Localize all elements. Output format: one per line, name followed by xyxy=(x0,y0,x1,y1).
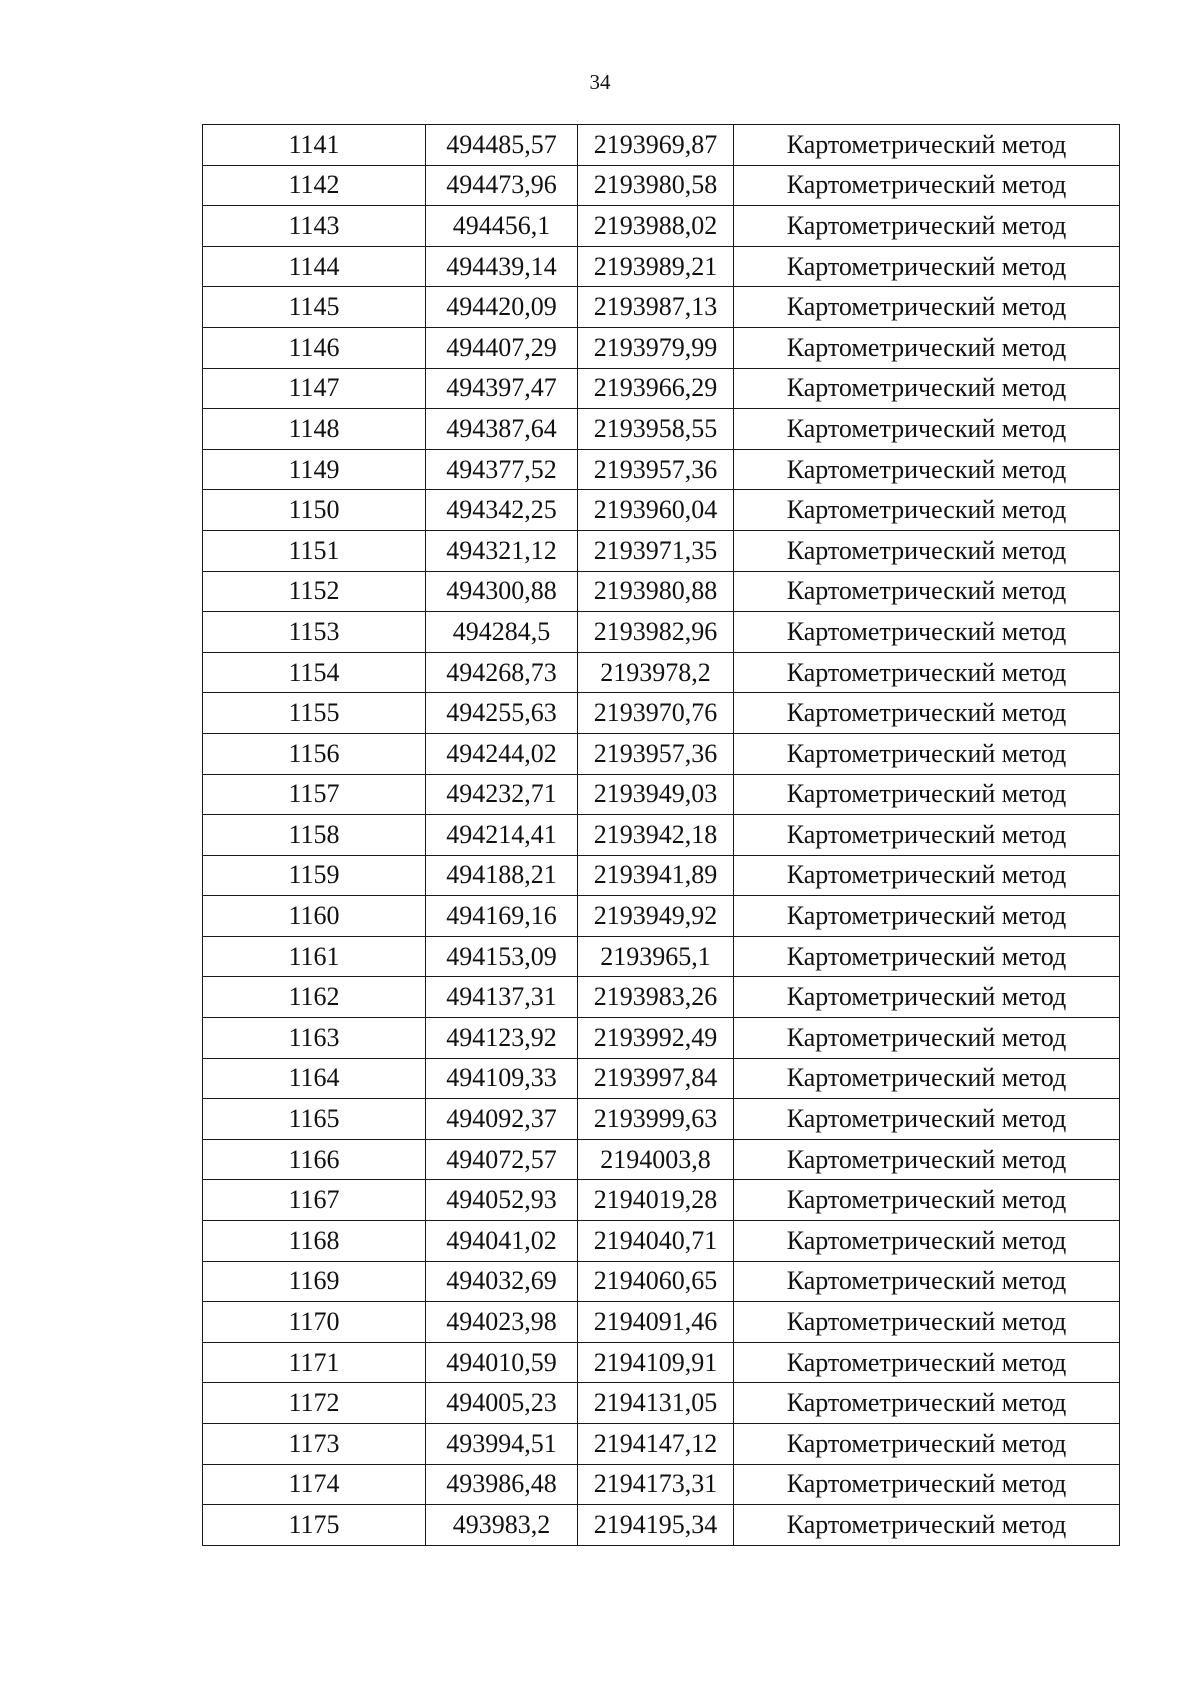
x-coordinate-cell: 494123,92 xyxy=(426,1018,578,1059)
method-cell: Картометрический метод xyxy=(734,1261,1120,1302)
table-row xyxy=(203,1505,1120,1546)
y-coordinate-cell: 2194131,05 xyxy=(578,1383,734,1424)
table-row xyxy=(203,1424,1120,1465)
method-cell: Картометрический метод xyxy=(734,1302,1120,1343)
y-coordinate-cell: 2194003,8 xyxy=(578,1139,734,1180)
table-row xyxy=(203,936,1120,977)
method-cell: Картометрический метод xyxy=(734,1099,1120,1140)
y-coordinate-cell: 2194091,46 xyxy=(578,1302,734,1343)
y-coordinate-cell: 2194195,34 xyxy=(578,1505,734,1546)
method-cell: Картометрический метод xyxy=(734,449,1120,490)
table-row xyxy=(203,977,1120,1018)
table-row xyxy=(203,1018,1120,1059)
method-cell: Картометрический метод xyxy=(734,368,1120,409)
method-cell: Картометрический метод xyxy=(734,287,1120,328)
x-coordinate-cell: 494052,93 xyxy=(426,1180,578,1221)
point-number-cell: 1142 xyxy=(203,165,426,206)
point-number-cell: 1174 xyxy=(203,1464,426,1505)
x-coordinate-cell: 494188,21 xyxy=(426,855,578,896)
method-cell: Картометрический метод xyxy=(734,490,1120,531)
method-cell: Картометрический метод xyxy=(734,815,1120,856)
x-coordinate-cell: 494255,63 xyxy=(426,693,578,734)
y-coordinate-cell: 2193971,35 xyxy=(578,530,734,571)
table-row xyxy=(203,652,1120,693)
x-coordinate-cell: 494153,09 xyxy=(426,936,578,977)
y-coordinate-cell: 2193989,21 xyxy=(578,246,734,287)
x-coordinate-cell: 494232,71 xyxy=(426,774,578,815)
x-coordinate-cell: 493983,2 xyxy=(426,1505,578,1546)
method-cell: Картометрический метод xyxy=(734,530,1120,571)
table-row xyxy=(203,165,1120,206)
method-cell: Картометрический метод xyxy=(734,1505,1120,1546)
point-number-cell: 1169 xyxy=(203,1261,426,1302)
x-coordinate-cell: 494023,98 xyxy=(426,1302,578,1343)
y-coordinate-cell: 2193942,18 xyxy=(578,815,734,856)
y-coordinate-cell: 2193960,04 xyxy=(578,490,734,531)
y-coordinate-cell: 2193970,76 xyxy=(578,693,734,734)
point-number-cell: 1170 xyxy=(203,1302,426,1343)
point-number-cell: 1151 xyxy=(203,530,426,571)
y-coordinate-cell: 2194040,71 xyxy=(578,1221,734,1262)
table-row xyxy=(203,896,1120,937)
method-cell: Картометрический метод xyxy=(734,774,1120,815)
y-coordinate-cell: 2193983,26 xyxy=(578,977,734,1018)
x-coordinate-cell: 494169,16 xyxy=(426,896,578,937)
point-number-cell: 1171 xyxy=(203,1342,426,1383)
x-coordinate-cell: 494321,12 xyxy=(426,530,578,571)
point-number-cell: 1158 xyxy=(203,815,426,856)
table-row xyxy=(203,1261,1120,1302)
y-coordinate-cell: 2194147,12 xyxy=(578,1424,734,1465)
y-coordinate-cell: 2193997,84 xyxy=(578,1058,734,1099)
coordinates-table-body xyxy=(203,125,1120,1546)
method-cell: Картометрический метод xyxy=(734,327,1120,368)
y-coordinate-cell: 2194019,28 xyxy=(578,1180,734,1221)
method-cell: Картометрический метод xyxy=(734,693,1120,734)
method-cell: Картометрический метод xyxy=(734,612,1120,653)
page-number: 34 xyxy=(589,70,611,94)
table-row xyxy=(203,571,1120,612)
point-number-cell: 1150 xyxy=(203,490,426,531)
y-coordinate-cell: 2193980,88 xyxy=(578,571,734,612)
y-coordinate-cell: 2193969,87 xyxy=(578,125,734,166)
point-number-cell: 1168 xyxy=(203,1221,426,1262)
point-number-cell: 1153 xyxy=(203,612,426,653)
point-number-cell: 1173 xyxy=(203,1424,426,1465)
x-coordinate-cell: 494456,1 xyxy=(426,206,578,247)
point-number-cell: 1147 xyxy=(203,368,426,409)
x-coordinate-cell: 494010,59 xyxy=(426,1342,578,1383)
y-coordinate-cell: 2193966,29 xyxy=(578,368,734,409)
method-cell: Картометрический метод xyxy=(734,125,1120,166)
y-coordinate-cell: 2193980,58 xyxy=(578,165,734,206)
x-coordinate-cell: 494387,64 xyxy=(426,409,578,450)
method-cell: Картометрический метод xyxy=(734,936,1120,977)
point-number-cell: 1172 xyxy=(203,1383,426,1424)
point-number-cell: 1155 xyxy=(203,693,426,734)
y-coordinate-cell: 2193987,13 xyxy=(578,287,734,328)
x-coordinate-cell: 494214,41 xyxy=(426,815,578,856)
table-row xyxy=(203,1058,1120,1099)
x-coordinate-cell: 494005,23 xyxy=(426,1383,578,1424)
y-coordinate-cell: 2194060,65 xyxy=(578,1261,734,1302)
method-cell: Картометрический метод xyxy=(734,1018,1120,1059)
point-number-cell: 1167 xyxy=(203,1180,426,1221)
y-coordinate-cell: 2193941,89 xyxy=(578,855,734,896)
table-row xyxy=(203,1342,1120,1383)
point-number-cell: 1152 xyxy=(203,571,426,612)
point-number-cell: 1161 xyxy=(203,936,426,977)
method-cell: Картометрический метод xyxy=(734,206,1120,247)
method-cell: Картометрический метод xyxy=(734,1058,1120,1099)
x-coordinate-cell: 494041,02 xyxy=(426,1221,578,1262)
x-coordinate-cell: 494284,5 xyxy=(426,612,578,653)
method-cell: Картометрический метод xyxy=(734,1464,1120,1505)
method-cell: Картометрический метод xyxy=(734,1221,1120,1262)
point-number-cell: 1149 xyxy=(203,449,426,490)
x-coordinate-cell: 494109,33 xyxy=(426,1058,578,1099)
x-coordinate-cell: 494485,57 xyxy=(426,125,578,166)
x-coordinate-cell: 494268,73 xyxy=(426,652,578,693)
table-row xyxy=(203,530,1120,571)
point-number-cell: 1144 xyxy=(203,246,426,287)
table-row xyxy=(203,693,1120,734)
method-cell: Картометрический метод xyxy=(734,571,1120,612)
point-number-cell: 1157 xyxy=(203,774,426,815)
y-coordinate-cell: 2193992,49 xyxy=(578,1018,734,1059)
table-row xyxy=(203,368,1120,409)
method-cell: Картометрический метод xyxy=(734,896,1120,937)
point-number-cell: 1146 xyxy=(203,327,426,368)
x-coordinate-cell: 494032,69 xyxy=(426,1261,578,1302)
point-number-cell: 1156 xyxy=(203,733,426,774)
point-number-cell: 1154 xyxy=(203,652,426,693)
table-row xyxy=(203,1383,1120,1424)
table-row xyxy=(203,287,1120,328)
table-row xyxy=(203,1139,1120,1180)
table-row xyxy=(203,490,1120,531)
point-number-cell: 1143 xyxy=(203,206,426,247)
y-coordinate-cell: 2193949,92 xyxy=(578,896,734,937)
table-row xyxy=(203,327,1120,368)
x-coordinate-cell: 494377,52 xyxy=(426,449,578,490)
x-coordinate-cell: 494342,25 xyxy=(426,490,578,531)
table-row xyxy=(203,1464,1120,1505)
table-row xyxy=(203,1221,1120,1262)
point-number-cell: 1163 xyxy=(203,1018,426,1059)
method-cell: Картометрический метод xyxy=(734,855,1120,896)
method-cell: Картометрический метод xyxy=(734,1383,1120,1424)
method-cell: Картометрический метод xyxy=(734,165,1120,206)
method-cell: Картометрический метод xyxy=(734,1342,1120,1383)
y-coordinate-cell: 2193978,2 xyxy=(578,652,734,693)
x-coordinate-cell: 493986,48 xyxy=(426,1464,578,1505)
y-coordinate-cell: 2193957,36 xyxy=(578,449,734,490)
method-cell: Картометрический метод xyxy=(734,652,1120,693)
method-cell: Картометрический метод xyxy=(734,1139,1120,1180)
point-number-cell: 1165 xyxy=(203,1099,426,1140)
y-coordinate-cell: 2193979,99 xyxy=(578,327,734,368)
table-row xyxy=(203,409,1120,450)
table-row xyxy=(203,246,1120,287)
x-coordinate-cell: 494473,96 xyxy=(426,165,578,206)
y-coordinate-cell: 2193988,02 xyxy=(578,206,734,247)
x-coordinate-cell: 494137,31 xyxy=(426,977,578,1018)
method-cell: Картометрический метод xyxy=(734,1180,1120,1221)
y-coordinate-cell: 2193965,1 xyxy=(578,936,734,977)
y-coordinate-cell: 2194173,31 xyxy=(578,1464,734,1505)
table-row xyxy=(203,1180,1120,1221)
y-coordinate-cell: 2193949,03 xyxy=(578,774,734,815)
method-cell: Картометрический метод xyxy=(734,733,1120,774)
x-coordinate-cell: 494420,09 xyxy=(426,287,578,328)
x-coordinate-cell: 494397,47 xyxy=(426,368,578,409)
method-cell: Картометрический метод xyxy=(734,1424,1120,1465)
table-row xyxy=(203,612,1120,653)
x-coordinate-cell: 494439,14 xyxy=(426,246,578,287)
table-row xyxy=(203,855,1120,896)
table-row xyxy=(203,1099,1120,1140)
x-coordinate-cell: 494300,88 xyxy=(426,571,578,612)
method-cell: Картометрический метод xyxy=(734,977,1120,1018)
point-number-cell: 1164 xyxy=(203,1058,426,1099)
x-coordinate-cell: 494072,57 xyxy=(426,1139,578,1180)
y-coordinate-cell: 2193957,36 xyxy=(578,733,734,774)
x-coordinate-cell: 493994,51 xyxy=(426,1424,578,1465)
method-cell: Картометрический метод xyxy=(734,246,1120,287)
x-coordinate-cell: 494244,02 xyxy=(426,733,578,774)
point-number-cell: 1166 xyxy=(203,1139,426,1180)
point-number-cell: 1162 xyxy=(203,977,426,1018)
point-number-cell: 1148 xyxy=(203,409,426,450)
x-coordinate-cell: 494092,37 xyxy=(426,1099,578,1140)
x-coordinate-cell: 494407,29 xyxy=(426,327,578,368)
point-number-cell: 1160 xyxy=(203,896,426,937)
table-row xyxy=(203,206,1120,247)
point-number-cell: 1175 xyxy=(203,1505,426,1546)
table-row xyxy=(203,733,1120,774)
table-row xyxy=(203,774,1120,815)
coordinates-table xyxy=(202,124,1120,1546)
method-cell: Картометрический метод xyxy=(734,409,1120,450)
y-coordinate-cell: 2193999,63 xyxy=(578,1099,734,1140)
table-row xyxy=(203,125,1120,166)
table-row xyxy=(203,815,1120,856)
table-row xyxy=(203,449,1120,490)
point-number-cell: 1159 xyxy=(203,855,426,896)
point-number-cell: 1145 xyxy=(203,287,426,328)
y-coordinate-cell: 2193982,96 xyxy=(578,612,734,653)
table-row xyxy=(203,1302,1120,1343)
point-number-cell: 1141 xyxy=(203,125,426,166)
y-coordinate-cell: 2194109,91 xyxy=(578,1342,734,1383)
y-coordinate-cell: 2193958,55 xyxy=(578,409,734,450)
